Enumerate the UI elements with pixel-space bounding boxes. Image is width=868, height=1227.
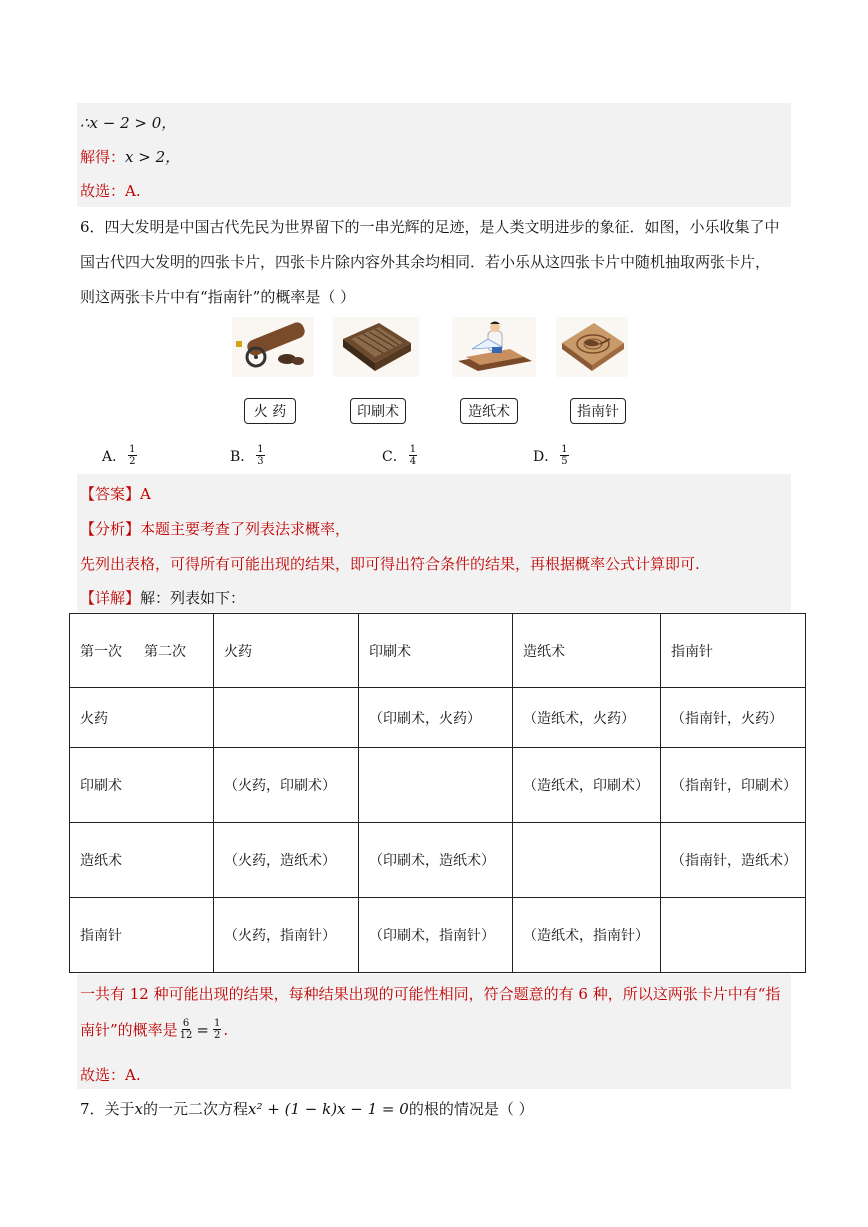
card-printing: 印刷术 — [350, 398, 406, 424]
table-header: 火药 — [214, 614, 359, 688]
papermaking-image — [452, 317, 536, 377]
table-header: 印刷术 — [359, 614, 513, 688]
prev-line-3: 故选：A. — [80, 182, 141, 200]
conclusion-line-1: 一共有 12 种可能出现的结果，每种结果出现的可能性相同，符合题意的有 6 种，所以这两张卡片中有“指 — [80, 985, 781, 1003]
table-cell: （造纸术，印刷术） — [513, 748, 661, 823]
table-row — [70, 748, 806, 823]
row-label: 造纸术 — [70, 823, 214, 898]
table-header: 指南针 — [661, 614, 806, 688]
table-header: 造纸术 — [513, 614, 661, 688]
row-label: 印刷术 — [70, 748, 214, 823]
option-a[interactable]: A． $\frac{1}{2}$ — [102, 444, 136, 467]
option-b-fraction: $\frac{1}{3}$ — [257, 444, 264, 467]
cannon-image — [232, 317, 314, 377]
row-label: 指南针 — [70, 898, 214, 973]
q6-text-line-2: 国古代四大发明的四张卡片，四张卡片除内容外其余均相同．若小乐从这四张卡片中随机抽取两张卡片， — [80, 253, 771, 271]
table-cell: （造纸术，火药） — [513, 688, 661, 748]
detail-line: 【详解】解：列表如下： — [80, 589, 246, 607]
table-cell — [661, 898, 806, 973]
prev-line-1: ∴x − 2 > 0， — [80, 114, 177, 132]
table-cell — [359, 748, 513, 823]
option-d[interactable]: D． $\frac{1}{5}$ — [533, 444, 568, 467]
table-cell: （指南针，印刷术） — [661, 748, 806, 823]
table-cell: （印刷术，造纸术） — [359, 823, 513, 898]
outcome-table — [69, 613, 806, 973]
table-cell: （印刷术，火药） — [359, 688, 513, 748]
table-cell — [513, 823, 661, 898]
table-cell — [214, 688, 359, 748]
q6-text-line-3: 则这两张卡片中有“指南针”的概率是（ ） — [80, 288, 356, 306]
table-cell: （火药，造纸术） — [214, 823, 359, 898]
compass-image — [556, 317, 628, 377]
conclusion-line-2: 南针”的概率是 $\frac{6}{12}$ = $\frac{1}{2}$ . — [80, 1018, 229, 1041]
q6-text-line-1: 6．四大发明是中国古代先民为世界留下的一串光辉的足迹，是人类文明进步的象征．如图，小乐收集了中 — [80, 218, 780, 236]
option-b[interactable]: B． $\frac{1}{3}$ — [230, 444, 264, 467]
table-cell: （火药，指南针） — [214, 898, 359, 973]
card-compass: 指南针 — [570, 398, 626, 424]
q7-text: 7．关于x的一元二次方程x² + (1 − k)x − 1 = 0的根的情况是（ ） — [80, 1100, 534, 1118]
table-row — [70, 898, 806, 973]
table-cell: （火药，印刷术） — [214, 748, 359, 823]
analysis-line-2: 先列出表格，可得所有可能出现的结果，即可得出符合条件的结果，再根据概率公式计算即可. — [80, 555, 700, 573]
option-d-fraction: $\frac{1}{5}$ — [561, 444, 568, 467]
table-row — [70, 823, 806, 898]
table-cell: （造纸术，指南针） — [513, 898, 661, 973]
table-cell: （指南针，造纸术） — [661, 823, 806, 898]
answer-line: 【答案】A — [80, 485, 151, 503]
table-corner: 第一次 第二次 — [70, 614, 214, 688]
analysis-line: 【分析】本题主要考查了列表法求概率， — [80, 520, 351, 538]
choose-line: 故选：A. — [80, 1066, 141, 1084]
prev-answer-block — [77, 103, 791, 207]
card-papermaking: 造纸术 — [460, 398, 518, 424]
table-cell: （印刷术，指南针） — [359, 898, 513, 973]
prev-line-2: 解得：x > 2， — [80, 148, 181, 166]
card-gunpowder: 火 药 — [244, 398, 296, 424]
table-cell: （指南针，火药） — [661, 688, 806, 748]
option-c[interactable]: C． $\frac{1}{4}$ — [382, 444, 417, 467]
option-c-fraction: $\frac{1}{4}$ — [409, 444, 417, 467]
option-a-fraction: $\frac{1}{2}$ — [129, 444, 136, 467]
row-label: 火药 — [70, 688, 214, 748]
printing-block-image — [333, 317, 419, 377]
table-row — [70, 688, 806, 748]
